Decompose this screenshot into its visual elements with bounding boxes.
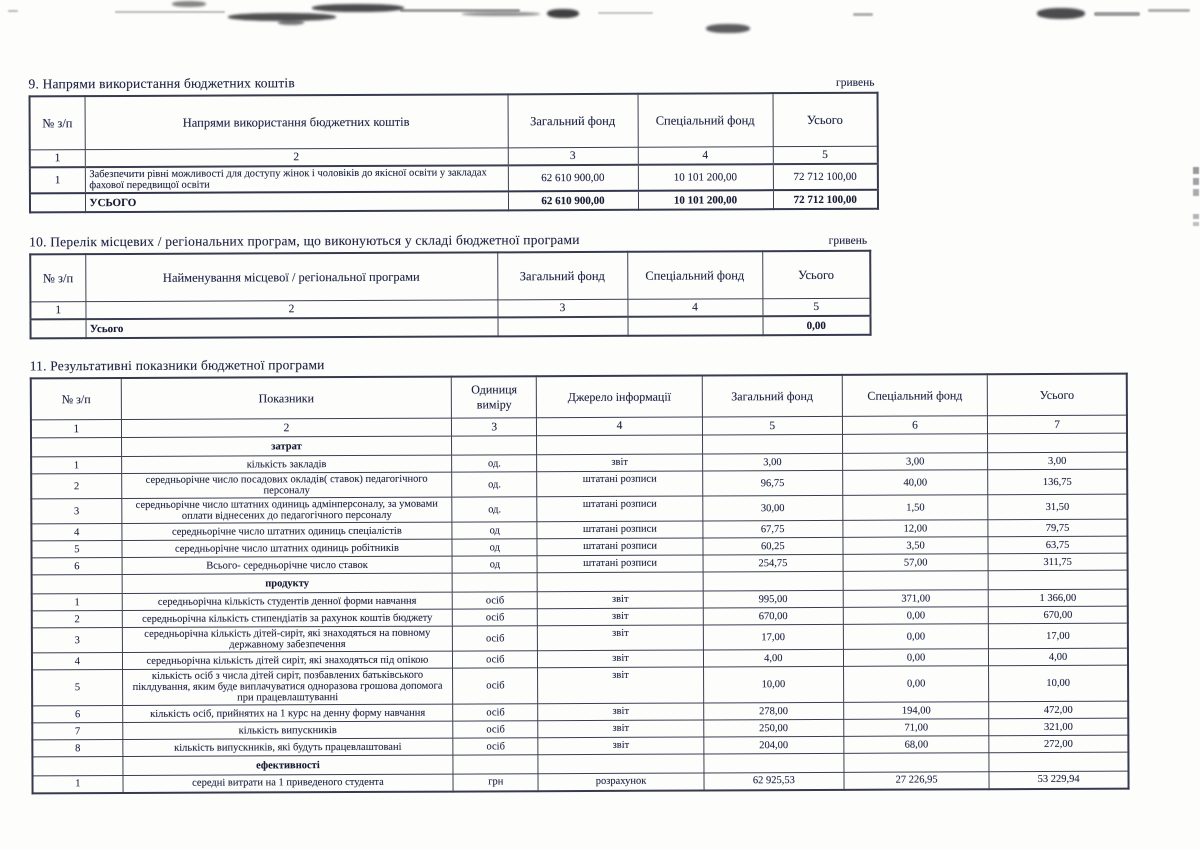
- column-number: 7: [988, 415, 1127, 434]
- column-header: Загальний фонд: [497, 252, 627, 300]
- table-cell: 17,00: [989, 623, 1128, 649]
- table-cell: 6: [32, 706, 122, 723]
- scan-artifact: [1094, 12, 1140, 16]
- table-cell: 10,00: [703, 666, 843, 703]
- table-cell: 194,00: [844, 702, 989, 720]
- column-number: 1: [30, 302, 85, 320]
- column-header: Спеціальний фонд: [638, 93, 773, 147]
- group-label: ефективності: [123, 755, 454, 775]
- table-cell: 321,00: [989, 718, 1128, 736]
- table-cell: 4: [32, 653, 122, 670]
- table-cell: Забезпечити рівні можливості для доступу жінок і чоловіків до якісної освіти у закладах фахової передвищої освіти: [85, 165, 508, 193]
- column-header: Усього: [987, 374, 1126, 416]
- table-cell: 5: [31, 541, 121, 558]
- column-header: Спеціальний фонд: [627, 251, 762, 299]
- scan-artifact: [172, 1, 206, 7]
- table-cell: середньорічна кількість дітей сиріт, які знаходяться під опікою: [122, 651, 453, 669]
- table-cell: [30, 193, 85, 212]
- table-cell: 254,75: [703, 554, 843, 572]
- table-cell: 311,75: [988, 553, 1127, 571]
- table-cell: 4,00: [703, 649, 843, 667]
- scan-artifact: [1193, 189, 1199, 196]
- table-cell: [537, 435, 702, 455]
- table-cell: [31, 319, 86, 338]
- table-cell: штатані розписи: [537, 471, 702, 497]
- table-cell: од.: [452, 472, 537, 497]
- column-number: 5: [702, 416, 842, 435]
- indicators-table: [30, 373, 1130, 794]
- table-cell: осіб: [453, 668, 538, 704]
- table-cell: 72 712 100,00: [773, 164, 878, 190]
- table-cell: 1: [31, 457, 121, 474]
- scan-artifact: [1037, 8, 1085, 19]
- column-number: 4: [638, 147, 773, 165]
- table-cell: 53 229,94: [989, 771, 1128, 789]
- table-cell: [704, 753, 844, 773]
- table-cell: 0,00: [843, 624, 988, 650]
- table-cell: 60,25: [703, 537, 843, 555]
- table-cell: [452, 436, 537, 455]
- column-number: 3: [452, 418, 537, 436]
- table-cell: 63,75: [988, 536, 1127, 554]
- table-cell: кількість випускників: [122, 721, 453, 739]
- scan-artifact: [1193, 167, 1199, 174]
- table-cell: кількість випускників, які будуть працевлаштовані: [122, 738, 453, 756]
- table-cell: 10,00: [989, 665, 1128, 702]
- column-number: 1: [31, 420, 121, 438]
- table-cell: середньорічна кількість стипендіатів за рахунок коштів бюджету: [122, 609, 453, 627]
- group-zatrat: [31, 433, 1128, 575]
- column-number: 4: [537, 417, 702, 436]
- table-cell: 1: [32, 776, 122, 793]
- table-cell: 71,00: [844, 719, 989, 737]
- table-cell: 3,50: [843, 537, 988, 555]
- scan-artifact: [706, 24, 750, 33]
- table-cell: 995,00: [703, 590, 843, 608]
- table-cell: од: [452, 522, 537, 539]
- table-cell: 2: [31, 474, 121, 499]
- table-cell: середні витрати на 1 приведеного студента: [123, 774, 454, 792]
- table-cell: 10 101 200,00: [638, 164, 773, 191]
- column-header: Загальний фонд: [702, 375, 842, 417]
- table-cell: 5: [32, 670, 122, 706]
- column-number: 5: [762, 298, 870, 316]
- table-cell: грн: [453, 774, 538, 791]
- table-cell: Всього- середньорічне число ставок: [122, 556, 453, 574]
- table-cell: 6: [32, 558, 122, 575]
- table-cell: 3,00: [702, 453, 842, 471]
- table-cell: од.: [452, 497, 537, 522]
- directions-table-head: [30, 93, 878, 168]
- table-cell: 278,00: [703, 702, 843, 720]
- table-cell: осіб: [453, 626, 538, 651]
- table-row: [30, 164, 878, 194]
- column-header: Джерело інформації: [537, 375, 702, 417]
- table-cell: [32, 575, 122, 594]
- table-cell: [703, 571, 843, 591]
- total-cell: 10 101 200,00: [638, 190, 773, 210]
- table-cell: 670,00: [988, 606, 1127, 624]
- table-cell: 3: [32, 628, 122, 653]
- table-cell: од: [452, 556, 537, 573]
- column-number: 2: [121, 418, 452, 437]
- scan-artifact: [1193, 178, 1199, 185]
- table-cell: [844, 753, 989, 773]
- table-cell: осіб: [452, 592, 537, 609]
- table-cell: 136,75: [988, 469, 1127, 495]
- table-cell: [842, 434, 987, 454]
- column-number: 4: [627, 299, 762, 317]
- table-cell: звіт: [537, 454, 702, 472]
- header-row: [30, 93, 878, 150]
- table-cell: 4: [31, 524, 121, 541]
- column-header: Загальний фонд: [508, 94, 638, 148]
- column-number: 2: [85, 300, 497, 319]
- section-10-title: 10. Перелік місцевих / регіональних програм, що виконуються у складі бюджетної програми: [29, 232, 580, 250]
- table-cell: штатані розписи: [537, 538, 702, 556]
- table-cell: [538, 754, 703, 774]
- column-number: 1: [30, 150, 85, 168]
- section-10: [29, 230, 1133, 340]
- header-row: [30, 251, 870, 302]
- table-cell: кількість осіб, прийнятих на 1 курс на денну форму навчання: [122, 704, 453, 722]
- column-header: № з/п: [30, 96, 85, 150]
- table-cell: 67,75: [703, 520, 843, 538]
- directions-table: [29, 92, 880, 214]
- table-cell: [538, 572, 703, 592]
- scan-artifact: [1148, 9, 1190, 12]
- table-cell: од: [452, 539, 537, 556]
- table-cell: 31,50: [988, 494, 1127, 520]
- table-cell: 250,00: [703, 719, 843, 737]
- programs-table-total: [31, 316, 871, 339]
- scan-artifact: [462, 12, 540, 16]
- table-cell: 1: [32, 594, 122, 611]
- scan-artifact: [598, 12, 653, 14]
- table-cell: звіт: [538, 720, 703, 738]
- table-cell: 96,75: [702, 470, 842, 496]
- table-cell: звіт: [538, 737, 703, 755]
- table-cell: звіт: [538, 650, 703, 668]
- table-cell: 62 610 900,00: [508, 165, 638, 192]
- table-cell: середньорічне число штатних одиниць спеціалістів: [122, 522, 453, 540]
- total-label: УСЬОГО: [85, 191, 508, 212]
- scan-artifact: [115, 11, 225, 13]
- table-cell: 12,00: [843, 520, 988, 538]
- table-cell: середньорічна кількість студентів денної форми навчання: [122, 592, 453, 610]
- column-number: 3: [497, 299, 627, 317]
- table-cell: середньорічне число посадових окладів( ставок) педагогічного персоналу: [121, 472, 452, 498]
- column-header: № з/п: [31, 378, 121, 420]
- column-number: 5: [773, 146, 878, 164]
- scan-artifact: [278, 20, 304, 25]
- table-cell: 7: [32, 723, 122, 740]
- scan-artifact: [312, 4, 404, 12]
- table-cell: 0,00: [843, 649, 988, 667]
- section-11-header: [30, 354, 1128, 375]
- group-efektyvnosti: [32, 752, 1128, 793]
- currency-label: гривень: [828, 234, 868, 247]
- table-cell: 8: [32, 740, 122, 757]
- programs-table: [29, 250, 871, 340]
- column-header: № з/п: [30, 254, 85, 302]
- table-row: [32, 771, 1128, 793]
- column-number: 6: [842, 416, 987, 435]
- table-cell: [843, 571, 988, 591]
- total-cell: 72 712 100,00: [773, 190, 878, 209]
- table-cell: од.: [452, 455, 537, 472]
- directions-table-body: [30, 164, 878, 194]
- table-cell: штатані розписи: [537, 496, 702, 522]
- table-cell: 2: [32, 611, 122, 628]
- section-9-title: 9. Напрями використання бюджетних коштів: [28, 75, 295, 92]
- table-cell: [32, 757, 122, 776]
- column-number: 2: [85, 148, 508, 167]
- table-cell: [702, 434, 842, 454]
- total-cell: 62 610 900,00: [508, 191, 638, 211]
- total-label: Усього: [85, 317, 497, 338]
- table-cell: 68,00: [844, 736, 989, 754]
- table-cell: 3,00: [843, 453, 988, 471]
- group-produktu: [32, 570, 1129, 757]
- table-cell: 670,00: [703, 607, 843, 625]
- column-header: Спеціальний фонд: [842, 374, 987, 416]
- column-header: Найменування місцевої / регіональної програми: [85, 252, 497, 301]
- table-cell: 272,00: [989, 735, 1128, 753]
- table-cell: 62 925,53: [704, 772, 844, 790]
- column-number: 3: [508, 147, 638, 165]
- group-label: продукту: [122, 573, 453, 593]
- table-cell: кількість осіб з числа дітей сиріт, позбавлених батьківського піклдування, яким буде виплачуватися одноразова грошова допомога при працевлаштуванні: [122, 668, 453, 705]
- group-label: затрат: [121, 436, 452, 456]
- table-cell: розрахунок: [538, 773, 703, 791]
- total-row: [31, 316, 871, 339]
- table-cell: 204,00: [704, 736, 844, 754]
- table-cell: осіб: [453, 651, 538, 668]
- table-cell: 1 366,00: [988, 589, 1127, 607]
- scan-artifact: [547, 9, 579, 18]
- total-cell: 0,00: [762, 316, 870, 335]
- table-cell: звіт: [538, 667, 703, 704]
- directions-table-total: [30, 190, 878, 213]
- table-cell: 3,00: [988, 452, 1127, 470]
- section-11: [30, 354, 1136, 794]
- table-cell: [31, 438, 121, 457]
- table-cell: [989, 752, 1128, 772]
- table-row: [32, 665, 1128, 706]
- table-cell: 0,00: [843, 607, 988, 625]
- table-cell: звіт: [538, 703, 703, 721]
- total-cell: [497, 317, 627, 337]
- table-cell: 57,00: [843, 554, 988, 572]
- table-cell: 40,00: [843, 470, 988, 496]
- total-cell: [627, 316, 762, 336]
- document-sheet: [28, 72, 1135, 794]
- table-cell: осіб: [453, 738, 538, 755]
- programs-table-head: [30, 251, 870, 320]
- indicators-table-head: [31, 374, 1127, 438]
- table-cell: звіт: [538, 608, 703, 626]
- table-cell: 4,00: [989, 648, 1128, 666]
- header-row: [31, 374, 1127, 420]
- table-cell: кількість закладів: [121, 455, 452, 473]
- table-cell: середньорічне число штатних одиниць адмінперсоналу, за умовами оплати віднесених до педагогічного персоналу: [121, 497, 452, 523]
- table-cell: 30,00: [702, 495, 842, 521]
- table-cell: 79,75: [988, 519, 1127, 537]
- column-header: Показники: [121, 377, 452, 420]
- table-cell: штатані розписи: [537, 555, 702, 573]
- total-row: [30, 190, 878, 213]
- currency-label: гривень: [835, 76, 875, 89]
- section-11-title: 11. Результативні показники бюджетної програми: [29, 357, 325, 374]
- column-header: Одиниця виміру: [452, 376, 537, 418]
- table-cell: 27 226,95: [844, 772, 989, 790]
- section-9: [28, 72, 1133, 214]
- column-header: Усього: [773, 93, 878, 147]
- table-cell: 472,00: [989, 701, 1128, 719]
- table-cell: середньорічна кількість дітей-сиріт, які знаходяться на повному державному забезпечення: [122, 626, 453, 652]
- table-cell: осіб: [453, 721, 538, 738]
- scan-artifact: [1193, 222, 1199, 226]
- table-cell: [452, 573, 537, 592]
- scan-artifact: [1193, 214, 1199, 219]
- table-cell: середньорічне число штатних одиниць робітників: [122, 539, 453, 557]
- table-cell: звіт: [538, 625, 703, 651]
- table-cell: звіт: [538, 591, 703, 609]
- scan-artifact: [853, 13, 873, 16]
- table-cell: 3: [31, 499, 121, 524]
- column-header: Усього: [762, 251, 870, 299]
- table-cell: штатані розписи: [537, 521, 702, 539]
- scan-artifact: [8, 10, 18, 12]
- column-header: Напрями використання бюджетних коштів: [85, 94, 508, 149]
- table-cell: 1,50: [843, 495, 988, 521]
- table-cell: 371,00: [843, 590, 988, 608]
- table-cell: 1: [30, 167, 85, 193]
- table-cell: 0,00: [843, 666, 988, 703]
- table-cell: осіб: [453, 704, 538, 721]
- table-cell: [453, 755, 538, 774]
- table-cell: осіб: [453, 609, 538, 626]
- table-cell: [988, 433, 1127, 453]
- section-9-header: [28, 73, 876, 93]
- table-cell: [988, 570, 1127, 590]
- table-cell: 17,00: [703, 624, 843, 650]
- section-10-header: [29, 231, 869, 251]
